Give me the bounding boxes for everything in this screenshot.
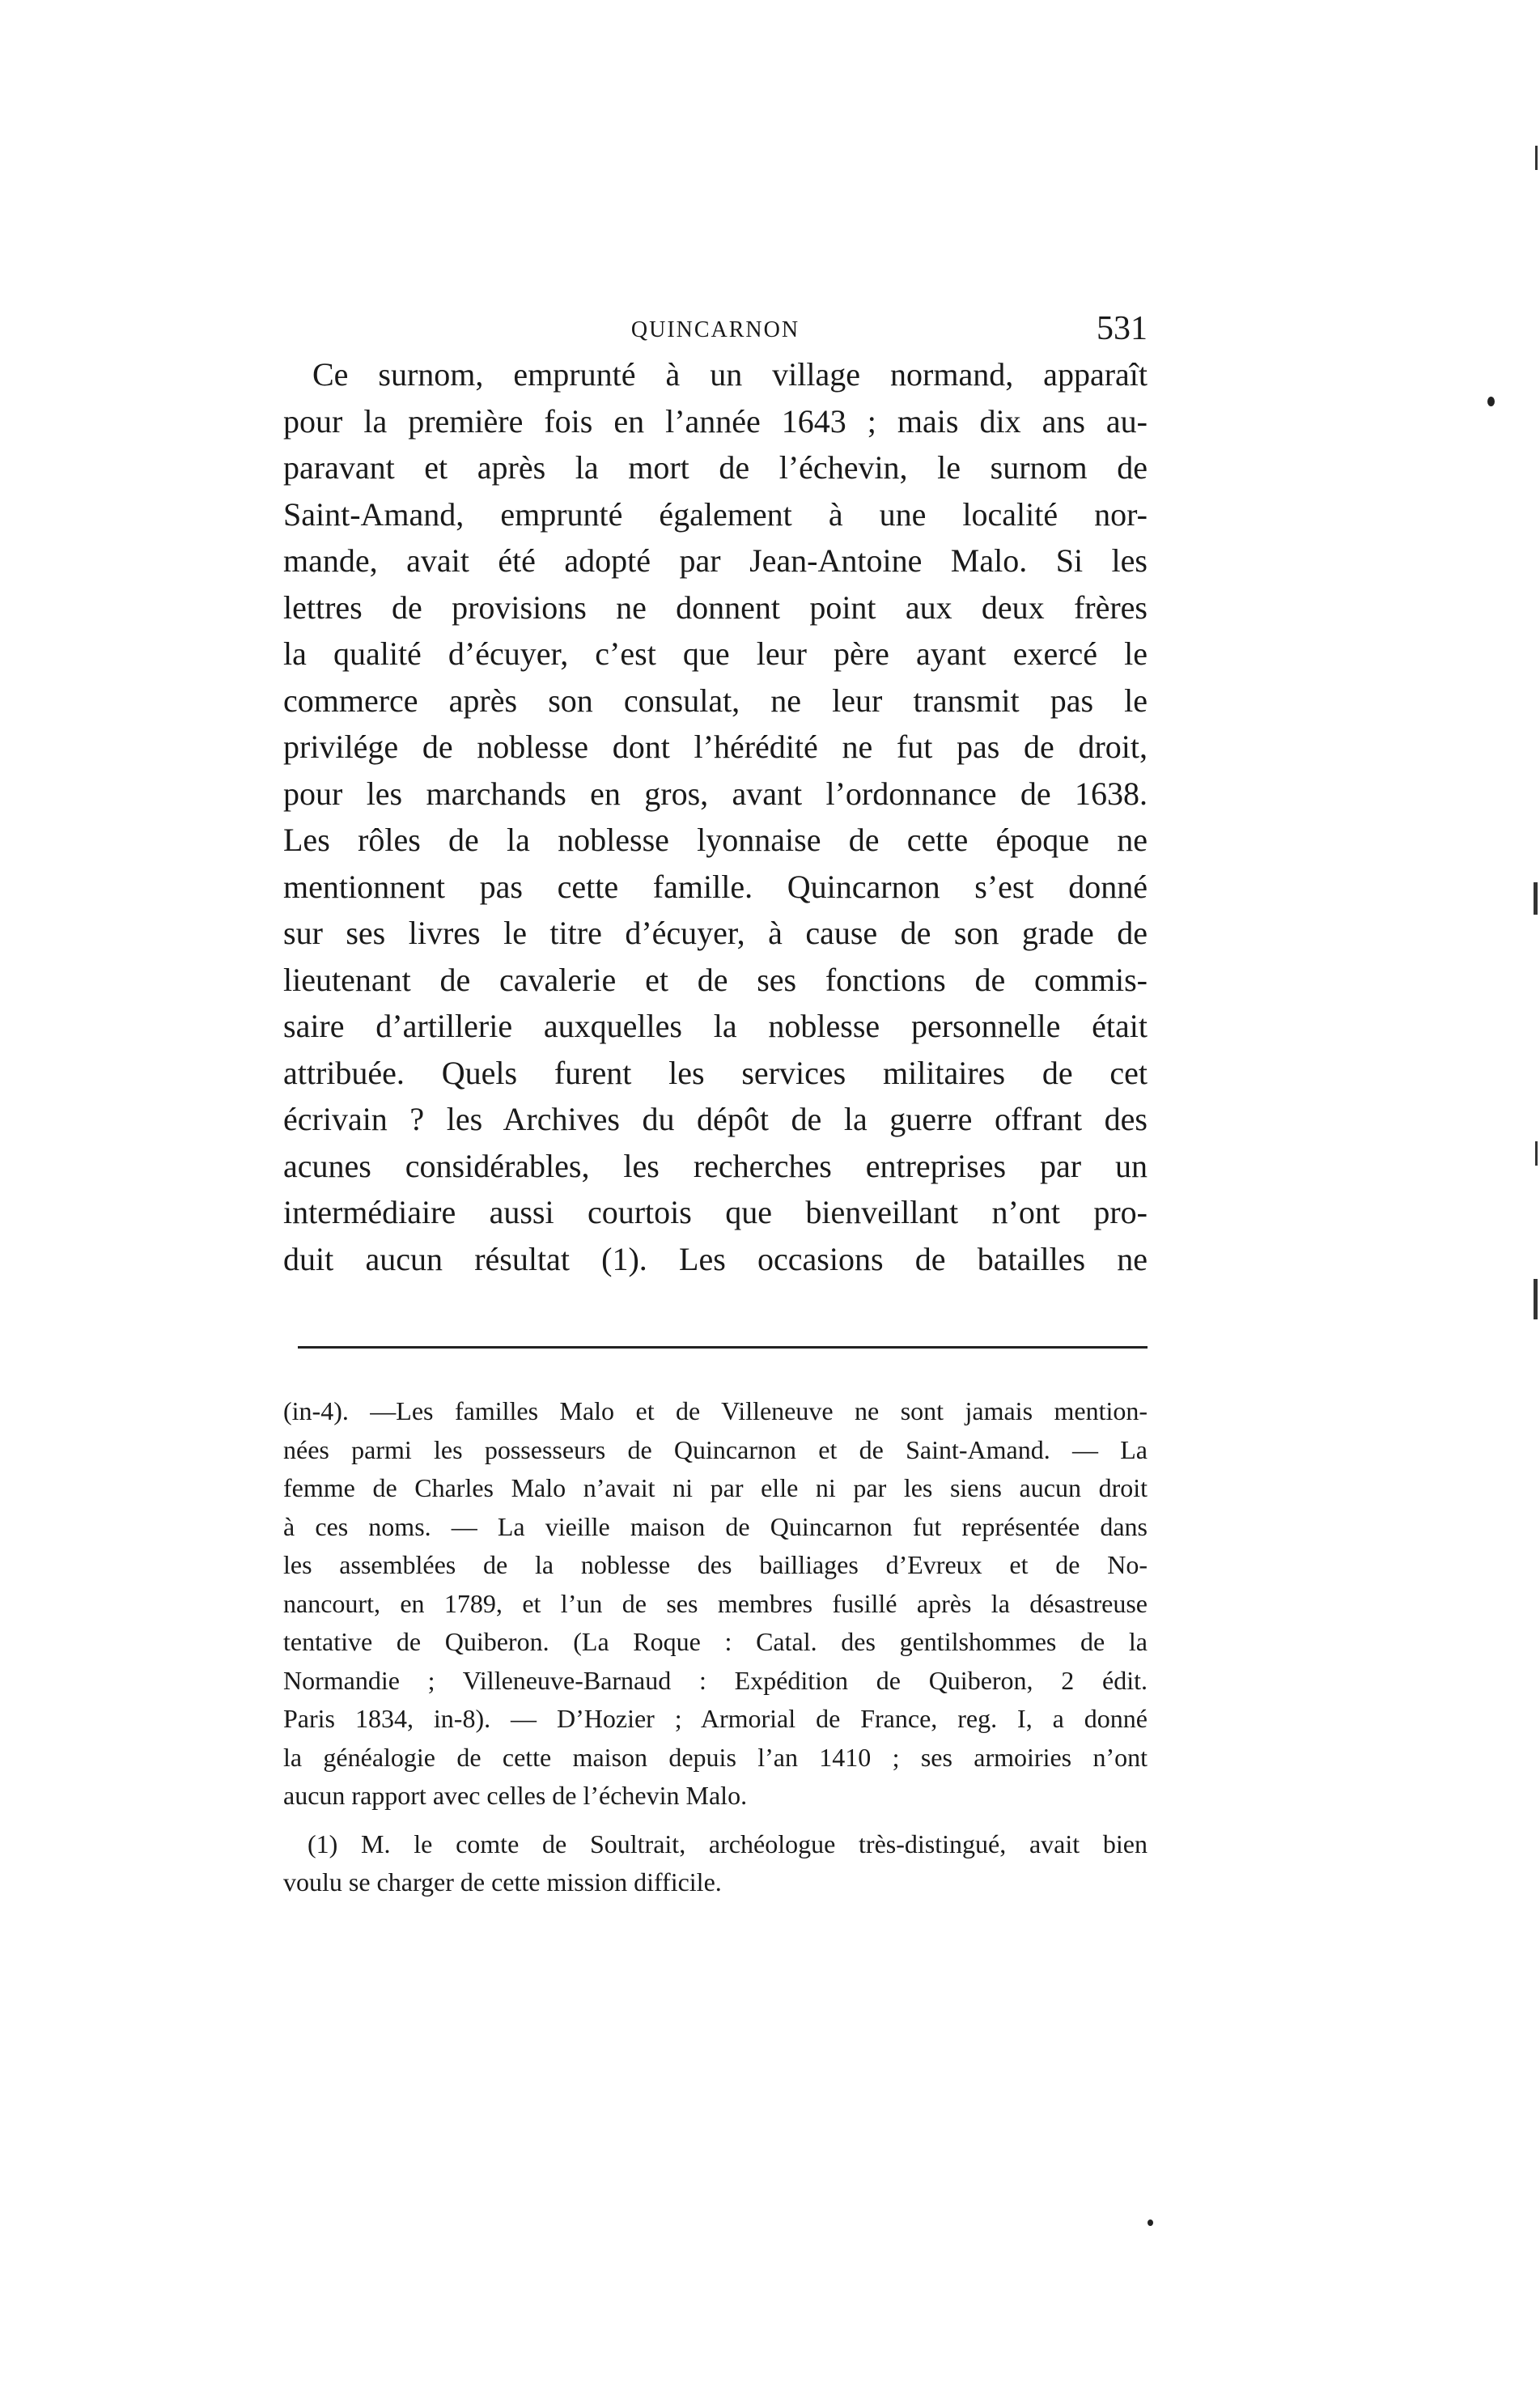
text-line: duit aucun résultat (1). Les occasions de batailles ne: [283, 1240, 1148, 1277]
footnote-line: voulu se charger de cette mission difficile.: [283, 1867, 722, 1897]
text-line: la qualité d’écuyer, c’est que leur père ayant exercé le: [283, 635, 1148, 672]
text-line: sur ses livres le titre d’écuyer, à cause de son grade de: [283, 915, 1148, 951]
text-line: intermédiaire aussi courtois que bienveillant n’ont pro-: [283, 1194, 1148, 1230]
edge-mark: [1534, 882, 1538, 915]
running-title: QUINCARNON: [630, 317, 800, 342]
footnote-line: aucun rapport avec celles de l’échevin Malo.: [283, 1781, 748, 1810]
text-line: privilége de noblesse dont l’hérédité ne fut pas de droit,: [283, 728, 1148, 765]
text-line: Saint-Amand, emprunté également à une localité nor-: [283, 495, 1148, 533]
text-line: acunes considérables, les recherches entreprises par un: [283, 1147, 1148, 1184]
footnote-line: femme de Charles Malo n’avait ni par elle ni par les siens aucun droit: [283, 1473, 1148, 1502]
running-head: [283, 309, 1148, 350]
text-line: commerce après son consulat, ne leur transmit pas le: [283, 682, 1148, 719]
text-line: Les rôles de la noblesse lyonnaise de cette époque ne: [283, 822, 1148, 858]
text-line: paravant et après la mort de l’échevin, le surnom de: [283, 449, 1148, 486]
footnotes: [283, 1392, 1148, 1902]
footnote-continuation: [283, 1392, 1148, 1816]
footnote-line: (in-4). —Les familles Malo et de Villeneuve ne sont jamais mention-: [283, 1396, 1148, 1425]
footnote-line: la généalogie de cette maison depuis l’an 1410 ; ses armoiries n’ont: [283, 1742, 1148, 1772]
footnote-line: à ces noms. — La vieille maison de Quincarnon fut représentée dans: [283, 1511, 1148, 1541]
footnote-1: [283, 1825, 1148, 1902]
footnote-line: tentative de Quiberon. (La Roque : Catal. des gentilshommes de la: [283, 1627, 1148, 1656]
text-line: lettres de provisions ne donnent point aux deux frères: [283, 588, 1148, 626]
text-line: saire d’artillerie auxquelles la noblesse personnelle était: [283, 1008, 1148, 1044]
edge-mark: [1535, 1141, 1538, 1166]
footnote-line: nancourt, en 1789, et l’un de ses membres fusillé après la désastreuse: [283, 1588, 1148, 1618]
footnote-gap: [283, 1816, 1148, 1825]
footnote-line: Paris 1834, in-8). — D’Hozier ; Armorial de France, reg. I, a donné: [283, 1704, 1148, 1733]
text-line: attribuée. Quels furent les services militaires de cet: [283, 1054, 1148, 1091]
edge-mark: [1535, 146, 1538, 170]
footnote-line: les assemblées de la noblesse des bailliages d’Evreux et de No-: [283, 1550, 1148, 1579]
text-line: écrivain ? les Archives du dépôt de la guerre offrant des: [283, 1101, 1148, 1137]
margin-speck: [1487, 397, 1495, 406]
text-line: Ce surnom, emprunté à un village normand, apparaît: [312, 356, 1148, 393]
margin-speck: [1148, 2219, 1153, 2226]
footnote-line: Normandie ; Villeneuve-Barnaud : Expédition de Quiberon, 2 édit.: [283, 1665, 1148, 1695]
footnote-separator-rule: [298, 1346, 1148, 1349]
text-line: pour les marchands en gros, avant l’ordonnance de 1638.: [283, 775, 1148, 812]
edge-mark: [1534, 1279, 1538, 1319]
text-line: mande, avait été adopté par Jean-Antoine Malo. Si les: [283, 542, 1148, 579]
text-line: lieutenant de cavalerie et de ses fonctions de commis-: [283, 961, 1148, 998]
page-number: 531: [1097, 310, 1148, 347]
footnote-line: (1) M. le comte de Soultrait, archéologue très-distingué, avait bien: [308, 1829, 1148, 1858]
footnote-line: nées parmi les possesseurs de Quincarnon et de Saint-Amand. — La: [283, 1434, 1148, 1464]
text-line: pour la première fois en l’année 1643 ; mais dix ans au-: [283, 402, 1148, 440]
main-text: [283, 351, 1148, 1282]
text-line: mentionnent pas cette famille. Quincarnon s’est donné: [283, 868, 1148, 905]
